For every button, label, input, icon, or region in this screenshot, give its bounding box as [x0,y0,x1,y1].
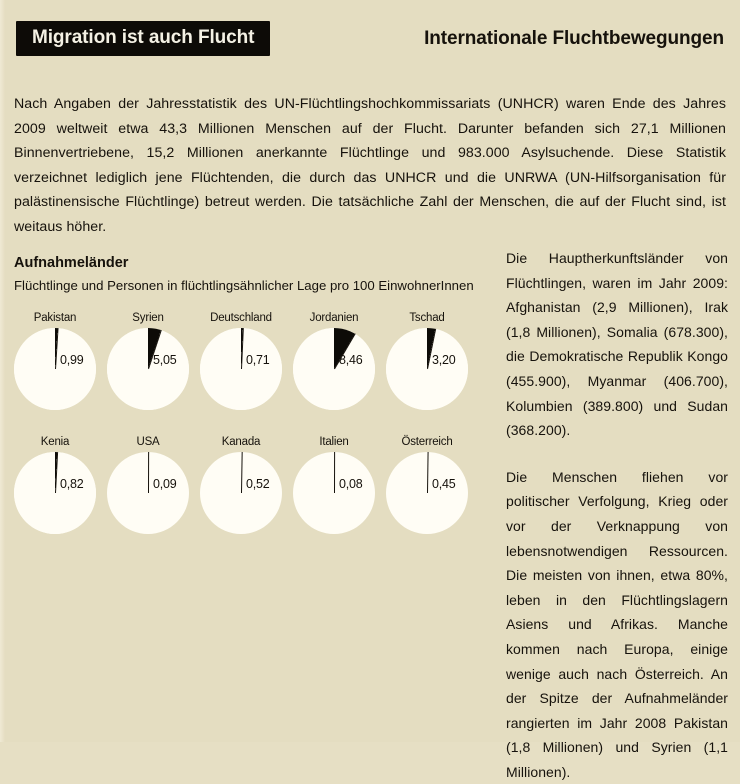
chart-subheading: Flüchtlinge und Personen in flüchtlingsähnlicher Lage pro 100 EinwohnerInnen [14,278,474,294]
pie-graphic [14,328,96,410]
section-title: Internationale Fluchtbewegungen [424,28,724,49]
pie-chart-kenia [14,434,96,534]
pie-label: Syrien [132,312,164,325]
page-header [0,0,740,72]
title-badge [16,21,270,56]
pie-chart-grid [14,310,484,534]
pie-chart-deutschland [200,310,282,410]
pie-slice-wedge [14,452,96,534]
pie-chart-tschad [386,310,468,410]
pie-graphic [107,328,189,410]
pie-value-label: 0,52 [246,477,270,492]
pie-value-label: 0,09 [153,477,177,492]
pie-value-label: 0,08 [339,477,363,492]
pie-label: Italien [319,436,349,449]
pie-needle [148,452,149,493]
pie-chart-kanada [200,434,282,534]
pie-chart-jordanien [293,310,375,410]
page-title: Migration ist auch Flucht [32,27,255,48]
pie-label: Pakistan [33,312,77,325]
pie-row [14,310,484,410]
chart-heading: Aufnahmeländer [14,255,129,271]
page-left-edge [0,0,5,742]
pie-needle [334,452,335,493]
pie-slice-wedge [386,328,468,410]
pie-label: Deutschland [210,312,272,325]
pie-value-label: 3,20 [432,353,456,368]
pie-slice-wedge [14,328,96,410]
pie-graphic [200,452,282,534]
pie-value-label: 0,45 [432,477,456,492]
pie-graphic [107,452,189,534]
pie-graphic [293,452,375,534]
pie-graphic [386,328,468,410]
intro-paragraph: Nach Angaben der Jahresstatistik des UN-Flüchtlingshochkommissariats (UNHCR) waren Ende des Jahres 2009 weltweit etwa 43,3 Millionen Menschen auf der Flucht. Darunter befanden sich 27,1 Millionen Binnenvertriebene, 15,2 Millionen anerkannte Flüchtlinge und 983.000 Asylsuchende. Diese Statistik verzeichnet lediglich jene Flüchtenden, die durch das UNHCR und die UNRWA (UN-Hilfsorganisation für palästinensische Flüchtlinge) betreut werden. Die tatsächliche Zahl der Menschen, die auf der Flucht sind, ist weitaus höher. [14,96,726,235]
pie-graphic [200,328,282,410]
side-text-column [506,246,728,784]
pie-value-label: 0,82 [60,477,84,492]
pie-graphic [14,452,96,534]
pie-value-label: 5,05 [153,353,177,368]
chart-column [14,255,484,558]
pie-slice-wedge [200,328,282,410]
pie-chart-usa [107,434,189,534]
pie-value-label: 8,46 [339,353,363,368]
pie-chart--sterreich [386,434,468,534]
pie-label: Österreich [401,436,453,449]
pie-chart-syrien [107,310,189,410]
pie-label: Kanada [221,436,261,449]
pie-label: Tschad [409,312,445,325]
pie-graphic [293,328,375,410]
side-paragraph-origins: Die Hauptherkunftsländer von Flüchtlingen, waren im Jahr 2009: Afghanistan (2,9 Millionen), Irak (1,8 Millionen), Somalia (678.300), die Demokratische Republik Kongo (455.900), Myanmar (406.700), Kolumbien (389.800) und Sudan (368.200). [506,250,728,439]
pie-value-label: 0,99 [60,353,84,368]
pie-row [14,434,484,534]
side-paragraph-causes: Die Menschen fliehen vor politischer Verfolgung, Krieg oder vor der Verknappung von lebensnotwendigen Ressourcen. Die meisten von ihnen, etwa 80%, leben in den Flüchtlingslagern Asiens und Afrikas. Manche kommen nach Europa, einige wenige auch nach Österreich. An der Spitze der Aufnahmeländer rangierten im Jahr 2008 Pakistan (1,8 Millionen) und Syrien (1,1 Millionen). [506,468,728,780]
pie-label: Jordanien [309,312,359,325]
pie-slice-wedge [107,328,189,410]
pie-chart-pakistan [14,310,96,410]
pie-label: Kenia [40,436,70,449]
pie-value-label: 0,71 [246,353,270,368]
pie-chart-italien [293,434,375,534]
pie-graphic [386,452,468,534]
pie-label: USA [136,436,160,449]
